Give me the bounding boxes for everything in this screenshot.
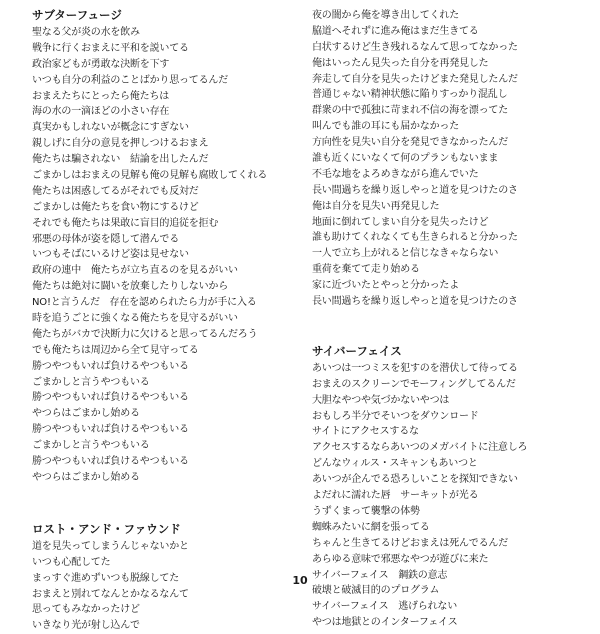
lyric-line: 時を追うごとに強くなる俺たちを見守るがいい: [32, 313, 238, 325]
lyric-line: まっすぐ進めずいつも脱線してた: [32, 572, 179, 584]
lyric-line: いつも心配してた: [32, 556, 111, 568]
right-column: [312, 8, 584, 631]
lyric-line: 政治家どもが勇敢な決断を下す: [32, 58, 170, 70]
lyric-line: 俺たちは騙されない 結論を出したんだ: [32, 154, 209, 166]
lyric-line: あいつが企んでる恐ろしいことを探知できない: [312, 474, 518, 486]
lyric-line: 不毛な地をよろめきながら進んでいた: [312, 168, 479, 180]
lyric-line: サイバーフェイス 鋼鉄の意志: [312, 569, 448, 581]
lyric-line: 真実かもしれないが概念にすぎない: [32, 122, 189, 134]
song-title-lost-and-found: ロスト・アンド・ファウンド: [32, 521, 181, 536]
lyric-line: サイトにアクセスするな: [312, 426, 419, 438]
lyric-line: いつも自分の利益のことばかり思ってるんだ: [32, 74, 228, 86]
lyric-line: おまえと別れてなんとかなるなんて: [32, 588, 189, 600]
lyric-line: よだれに濡れた唇 サーキットが光る: [312, 490, 479, 502]
lyric-line: 俺たちは困惑してるがそれでも反対だ: [32, 185, 199, 197]
lyric-line: 聖なる父が炎の水を飲み: [32, 27, 140, 38]
lyric-line: 蜘蛛みたいに網を張ってる: [312, 521, 430, 533]
lyric-line: ごまかしは俺たちを食い物にするけど: [32, 201, 199, 213]
song-title-cyberface: サイバーフェイス: [312, 343, 402, 358]
lyric-line: 勝つやつもいれば負けるやつもいる: [32, 392, 189, 404]
lyric-line: それでも俺たちは果敢に盲目的追従を拒む: [32, 217, 219, 229]
lyric-line: でも俺たちは周辺から全て見守ってる: [32, 344, 199, 356]
lyric-line: 思ってもみなかったけど: [32, 604, 140, 616]
lyric-line: 勝つやつもいれば負けるやつもいる: [32, 360, 189, 372]
lyric-line: 大胆なやつや気づかないやつは: [312, 394, 450, 406]
lyrics-lost-and-found-continued: [312, 8, 584, 310]
lyric-line: 誰も助けてくれなくても生きられると分かった: [312, 232, 518, 244]
page-number: 10: [292, 574, 308, 587]
lyric-line: 長い間過ちを繰り返しやっと道を見つけたのさ: [312, 296, 518, 308]
lyric-line: 道を見失ってしまうんじゃないかと: [32, 540, 189, 552]
lyric-line: いつもそばにいるけど姿は見せない: [32, 249, 189, 261]
lyric-line: 家に近づいたとやっと分かったよ: [312, 280, 459, 292]
lyric-line: 夜の闇から俺を導き出してくれた: [312, 10, 459, 21]
lyric-line: サイバーフェイス 逃げられない: [312, 601, 457, 613]
lyric-line: 勝つやつもいれば負けるやつもいる: [32, 424, 189, 436]
lyric-line: 破壊と破滅目的のプログラム: [312, 585, 440, 597]
song-title-subterfuge: サブターフュージ: [32, 8, 122, 22]
left-column: [32, 8, 294, 634]
lyric-line: 地面に倒れてしまい自分を見失ったけど: [312, 216, 489, 228]
lyric-line: やつらはごまかし始める: [32, 471, 140, 483]
lyric-line: 一人で立ち上がれると信じなきゃならない: [312, 248, 499, 260]
lyric-line: あいつは一つミスを犯すのを潜伏して待ってる: [312, 362, 518, 374]
lyric-line: 誰も近くにいなくて何のプランもないまま: [312, 153, 499, 165]
lyric-line: 方向性を見失い自分を発見できなかったんだ: [312, 137, 508, 149]
lyric-line: 脇道へそれずに進み俺はまだ生きてる: [312, 25, 479, 37]
lyric-line: おもしろ半分でそいつをダウンロード: [312, 410, 479, 422]
lyric-line: 白状するけど生き残れるなんて思ってなかった: [312, 41, 518, 53]
lyric-line: 政府の連中 俺たちが立ち直るのを見るがいい: [32, 265, 238, 277]
lyric-line: 俺たちがバカで決断力に欠けると思ってるんだろう: [32, 328, 258, 340]
lyric-line: 俺たちは絶対に闘いを放棄したりしないから: [32, 281, 228, 293]
song-spacer: [312, 310, 584, 344]
lyric-line: 俺は自分を見失い再発見した: [312, 200, 440, 212]
lyric-line: どんなウィルス・スキャンもあいつと: [312, 458, 478, 470]
lyric-line: 普通じゃない精神状態に陥りすっかり混乱し: [312, 89, 508, 101]
lyric-line: おまえたちにとったら俺たちは: [32, 90, 169, 102]
lyric-line: 俺はいったん見失った自分を再発見した: [312, 57, 489, 69]
lyric-line: 勝つやつもいれば負けるやつもいる: [32, 456, 189, 468]
lyric-line: おまえのスクリーンでモーフィングしてるんだ: [312, 378, 516, 390]
lyric-line: いきなり光が射し込んで: [32, 620, 140, 632]
lyric-line: ごまかしはおまえの見解も俺の見解も腐敗してくれる: [32, 170, 268, 182]
lyric-line: 海の水の一滴ほどの小さい存在: [32, 106, 170, 118]
lyric-line: やつは地獄とのインターフェイス: [312, 617, 458, 629]
lyric-line: ごまかしと言うやつもいる: [32, 376, 150, 388]
lyrics-cyberface: [312, 361, 584, 631]
lyric-line: 長い間過ちを繰り返しやっと道を見つけたのさ: [312, 184, 518, 196]
lyric-line: 叫んでも誰の耳にも届かなかった: [312, 121, 459, 133]
song-spacer: [32, 486, 294, 522]
lyric-line: 戦争に行くおまえに平和を説いてる: [32, 42, 189, 54]
lyric-line: 群衆の中で孤独に苛まれ不信の海を漂ってた: [312, 105, 508, 117]
lyric-line: 重荷を棄てて走り始める: [312, 264, 420, 276]
lyric-line: うずくまって襲撃の体勢: [312, 505, 420, 517]
lyric-line: アクセスするならあいつのメガバイトに注意しろ: [312, 442, 528, 454]
lyric-line: やつらはごまかし始める: [32, 408, 140, 420]
lyric-line: 親しげに自分の意見を押しつけるおまえ: [32, 138, 209, 150]
lyric-line: ちゃんと生きてるけどおまえは死んでるんだ: [312, 537, 508, 549]
lyric-line: ごまかしと言うやつもいる: [32, 440, 150, 452]
lyric-line: あらゆる意味で邪悪なやつが遊びに来た: [312, 553, 489, 565]
lyric-line: NO!と言うんだ 存在を認められたら力が手に入る: [32, 297, 257, 309]
lyric-line: 邪悪の母体が姿を隠して潜んでる: [32, 233, 179, 245]
lyric-line: 奔走して自分を見失ったけどまた発見したんだ: [312, 73, 518, 85]
lyrics-subterfuge: [32, 25, 294, 486]
